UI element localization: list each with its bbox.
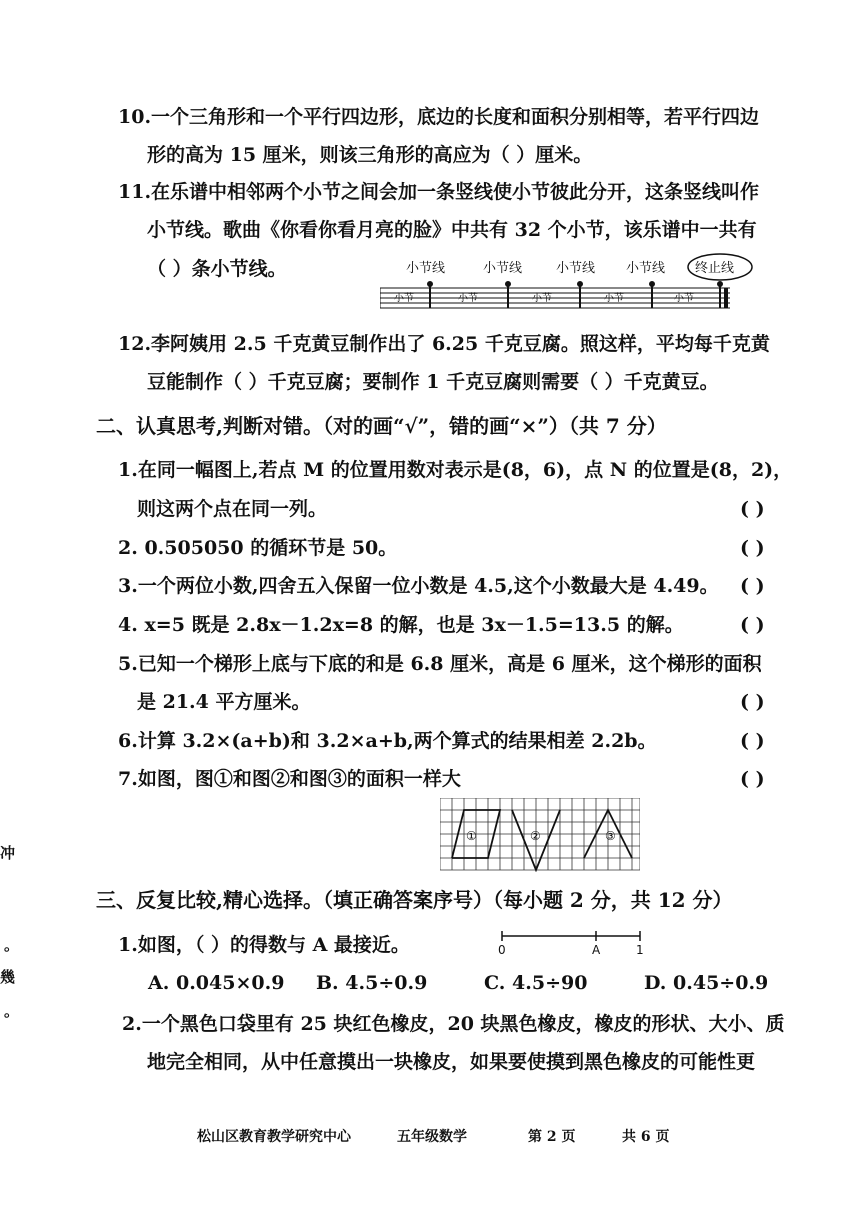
number-line: [492, 926, 652, 956]
margin-fragment-1: 冲: [0, 844, 16, 862]
q11-line1: 11.在乐谱中相邻两个小节之间会加一条竖线使小节彼此分开，这条竖线叫作: [118, 181, 760, 203]
judge-item-5-line2: 是 21.4 平方厘米。: [137, 691, 311, 713]
barline-label-1: 小节线: [406, 261, 446, 276]
judge-answer-paren-3[interactable]: ( ): [740, 575, 765, 597]
figure-label-3: ③: [605, 829, 616, 843]
q10-line1: 10.一个三角形和一个平行四边形，底边的长度和面积分别相等，若平行四边: [118, 106, 760, 128]
margin-fragment-4: 。: [4, 1002, 20, 1020]
margin-fragment-2: 。: [4, 936, 20, 954]
footer-subject: 五年级数学: [397, 1129, 467, 1145]
choice-q2-line2: 地完全相同，从中任意摸出一块橡皮，如果要使摸到黑色橡皮的可能性更: [147, 1051, 756, 1073]
judge-item-1-line1: 1.在同一幅图上,若点 M 的位置用数对表示是(8，6)，点 N 的位置是(8，2)，: [118, 459, 793, 481]
area-grid-figure: [440, 798, 640, 872]
q11-line2: 小节线。歌曲《你看你看月亮的脸》中共有 32 个小节，该乐谱中一共有: [147, 219, 757, 241]
footer-org: 松山区教育教学研究中心: [197, 1129, 351, 1145]
measure-label-3: 小节: [532, 293, 552, 304]
choice-q1-option-c[interactable]: C. 4.5÷90: [484, 972, 588, 994]
judge-item-3: 3.一个两位小数,四舍五入保留一位小数是 4.5,这个小数最大是 4.49。: [118, 575, 719, 597]
judge-item-1-line2: 则这两个点在同一列。: [137, 498, 328, 520]
numberline-point-a: A: [592, 943, 601, 956]
q12-line2: 豆能制作（ ）千克豆腐；要制作 1 千克豆腐则需要（ ）千克黄豆。: [147, 371, 719, 393]
choice-q1-option-b[interactable]: B. 4.5÷0.9: [316, 972, 428, 994]
judge-answer-paren-6[interactable]: ( ): [740, 730, 765, 752]
q12-line1: 12.李阿姨用 2.5 千克黄豆制作出了 6.25 千克豆腐。照这样，平均每千克黄: [118, 333, 770, 355]
judge-answer-paren-2[interactable]: ( ): [740, 537, 765, 559]
footer-total: 共 6 页: [622, 1129, 670, 1145]
numberline-zero: 0: [498, 943, 506, 956]
judge-item-6: 6.计算 3.2×(a+b)和 3.2×a+b,两个算式的结果相差 2.2b。: [118, 730, 657, 752]
figure-label-1: ①: [466, 829, 477, 843]
measure-label-2: 小节: [458, 293, 478, 304]
footer-page: 第 2 页: [528, 1129, 576, 1145]
music-staff-diagram: [380, 252, 760, 322]
judge-item-2: 2. 0.505050 的循环节是 50。: [118, 537, 398, 559]
judge-answer-paren-5[interactable]: ( ): [740, 691, 765, 713]
judge-item-4: 4. x=5 既是 2.8x－1.2x=8 的解，也是 3x－1.5=13.5 的解。: [118, 614, 684, 636]
margin-fragment-3: 幾: [0, 968, 16, 986]
barline-label-4: 小节线: [626, 261, 666, 276]
choice-q2-line1: 2.一个黑色口袋里有 25 块红色橡皮，20 块黑色橡皮，橡皮的形状、大小、质: [122, 1013, 785, 1035]
judge-item-7: 7.如图，图①和图②和图③的面积一样大: [118, 768, 461, 790]
judge-answer-paren-7[interactable]: ( ): [740, 768, 765, 790]
measure-label-1: 小节: [394, 293, 414, 304]
q11-line3: （ ）条小节线。: [147, 258, 287, 280]
numberline-one: 1: [636, 943, 644, 956]
section2-title: 二、认真思考,判断对错。（对的画“√”，错的画“×”）（共 7 分）: [96, 414, 667, 438]
barline-label-2: 小节线: [483, 261, 523, 276]
section3-title: 三、反复比较,精心选择。（填正确答案序号）（每小题 2 分，共 12 分）: [96, 888, 733, 912]
choice-q1-option-d[interactable]: D. 0.45÷0.9: [644, 972, 769, 994]
barline-label-3: 小节线: [556, 261, 596, 276]
figure-label-2: ②: [530, 829, 541, 843]
choice-q1-stem: 1.如图，（ ）的得数与 A 最接近。: [118, 934, 410, 956]
choice-q1-option-a[interactable]: A. 0.045×0.9: [148, 972, 285, 994]
measure-label-4: 小节: [604, 293, 624, 304]
judge-item-5-line1: 5.已知一个梯形上底与下底的和是 6.8 厘米，高是 6 厘米，这个梯形的面积: [118, 653, 762, 675]
measure-label-5: 小节: [674, 293, 694, 304]
q10-line2: 形的高为 15 厘米，则该三角形的高应为（ ）厘米。: [147, 144, 593, 166]
final-barline-label: 终止线: [695, 261, 735, 276]
judge-answer-paren-4[interactable]: ( ): [740, 614, 765, 636]
judge-answer-paren-1[interactable]: ( ): [740, 498, 765, 520]
